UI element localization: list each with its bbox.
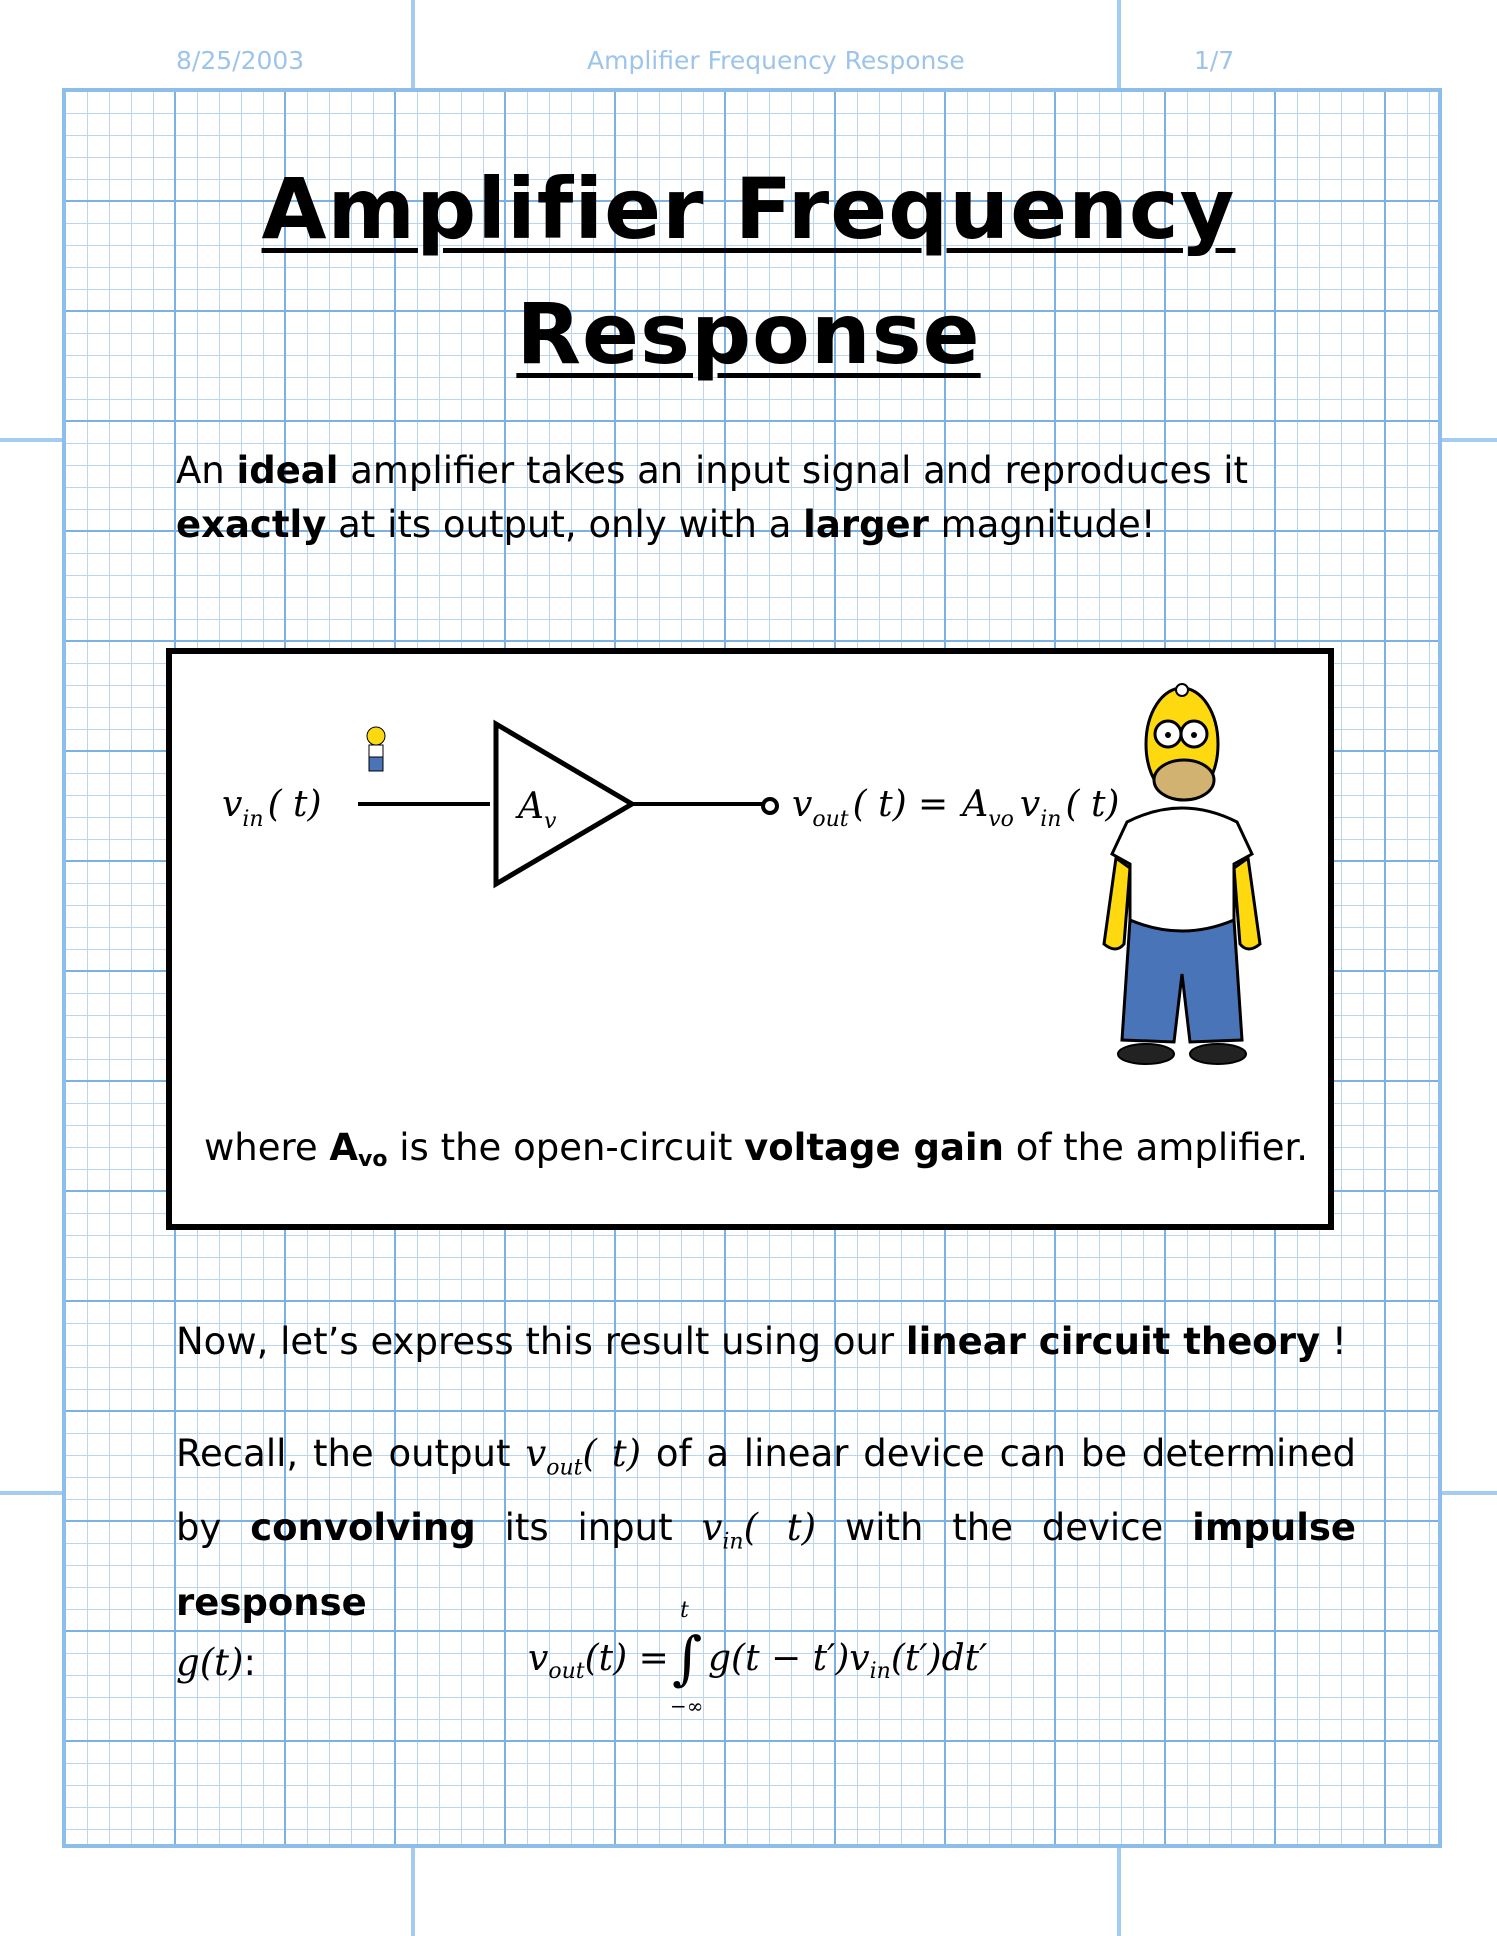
output-voltage-symbol: $v_{out}$( t): [525, 1432, 642, 1481]
input-voltage-label: $v_{in}$ ( t): [222, 784, 322, 832]
output-voltage-equation: $v_{out}$ ( $t) = A_{vo}$ $v_{in}$ ( t): [792, 784, 1120, 832]
output-terminal-icon: [763, 799, 777, 813]
amplifier-figure: [166, 648, 1334, 1230]
integral-lower-limit: −∞: [670, 1694, 704, 1718]
convolution-line-3: g(t):: [176, 1640, 256, 1684]
figure-caption: where Avo is the open-circuit voltage gain of the amplifier.: [204, 1126, 1309, 1172]
header-title: Amplifier Frequency Response: [587, 46, 965, 75]
integral-sign: ∫: [672, 1624, 703, 1692]
amplifier-triangle-icon: [496, 724, 632, 884]
header-page-number: 1/7: [1194, 46, 1235, 75]
equation-integrand: $g(t - t')v_{in}(t')dt'$: [708, 1638, 988, 1685]
page-title-line2: Response: [516, 285, 981, 383]
cartoon-character-illustration: [1104, 684, 1260, 1064]
amplifier-gain-label: $A_v$: [518, 786, 557, 834]
convolution-equation: [528, 1598, 1028, 1718]
input-voltage-symbol: $v_{in}$( t): [701, 1506, 817, 1555]
integral-upper-limit: t: [680, 1598, 689, 1623]
convolution-line-1: Recall, the output $v_{out}$( t) of a linear device can be determined: [176, 1432, 1357, 1481]
linear-theory-paragraph: Now, let’s express this result using our linear circuit theory !: [176, 1320, 1347, 1363]
convolution-line-2: by convolving its input $v_{in}$( t) with the device impulse response: [176, 1506, 1357, 1624]
intro-paragraph: An ideal amplifier takes an input signal and reproduces it exactly at its output, only with a larger magnitude!: [176, 449, 1249, 546]
equation-lhs: $v_{out}(t)$ =: [528, 1638, 669, 1685]
header-date: 8/25/2003: [176, 46, 305, 75]
page-title-line1: Amplifier Frequency: [261, 160, 1236, 258]
small-figure-icon: [367, 727, 385, 771]
